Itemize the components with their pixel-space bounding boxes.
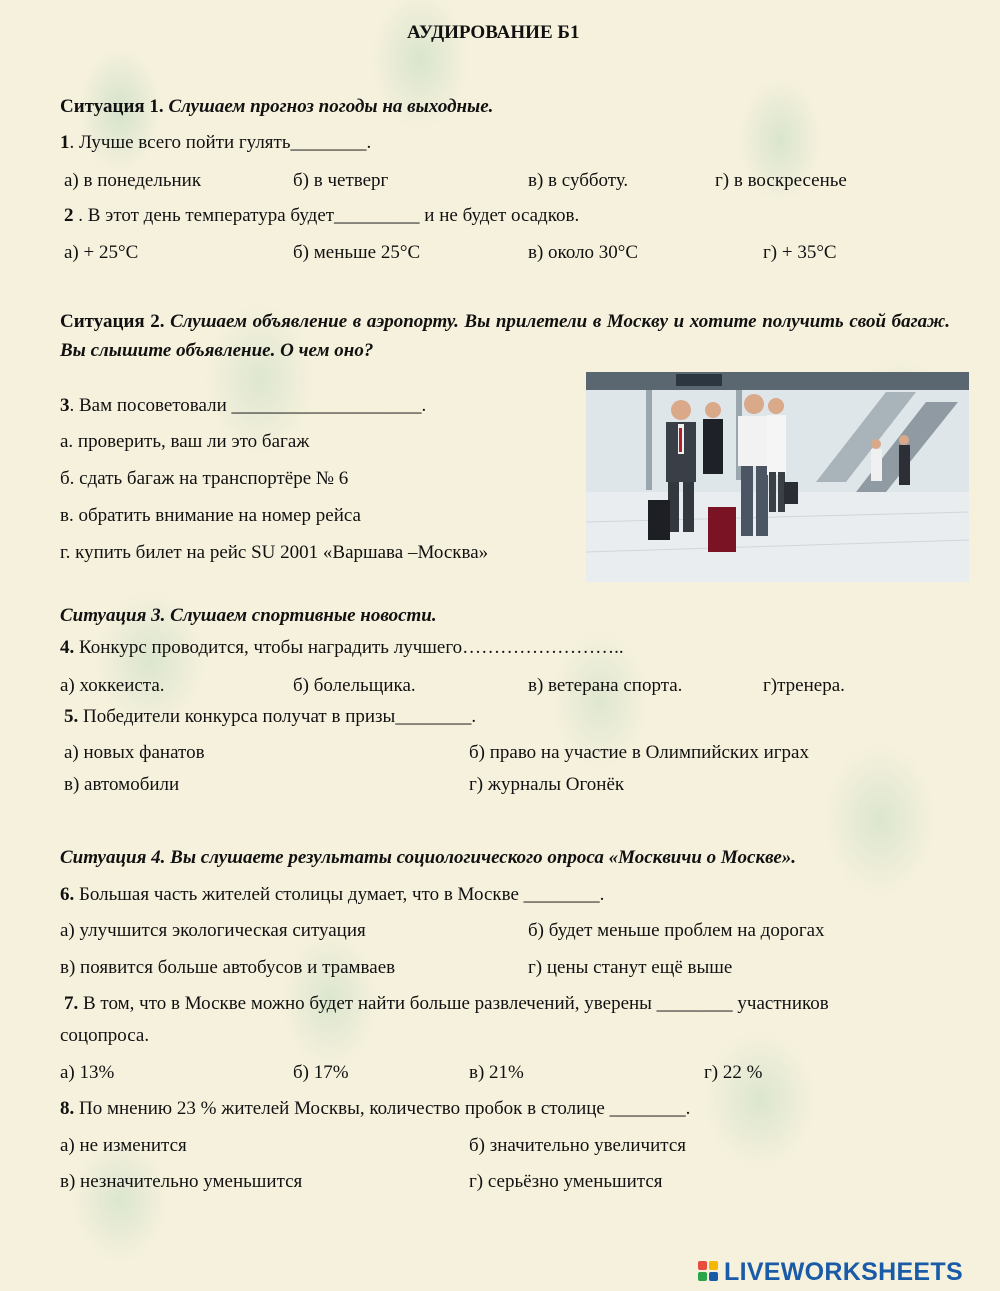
q8-option-a[interactable]: а) не изменится [60,1135,187,1156]
q7-option-c[interactable]: в) 21% [469,1062,524,1083]
q6-option-b[interactable]: б) будет меньше проблем на дорогах [528,920,825,941]
q5-option-b[interactable]: б) право на участие в Олимпийских играх [469,742,809,763]
question-3: 3. Вам посоветовали ____________________. [60,395,427,416]
q5-option-d[interactable]: г) журналы Огонёк [469,774,625,795]
q2-option-a[interactable]: а) + 25°С [64,242,139,263]
q5-option-a[interactable]: а) новых фанатов [64,742,205,763]
page-title: АУДИРОВАНИЕ Б1 [407,22,580,43]
airport-photo-illustration [586,372,969,582]
q8-option-b[interactable]: б) значительно увеличится [469,1135,686,1156]
q5-option-c[interactable]: в) автомобили [64,774,180,795]
q6-option-c[interactable]: в) появится больше автобусов и трамваев [60,957,396,978]
q7-option-b[interactable]: б) 17% [293,1062,349,1083]
q4-option-a[interactable]: а) хоккеиста. [60,675,165,696]
q1-option-b[interactable]: б) в четверг [293,170,389,191]
situation-4-heading: Ситуация 4. Вы слушаете результаты социологического опроса «Москвичи о Москве». [60,847,797,868]
q2-option-c[interactable]: в) около 30°С [528,242,639,263]
q8-option-d[interactable]: г) серьёзно уменьшится [469,1171,663,1192]
q1-option-c[interactable]: в) в субботу. [528,170,629,191]
situation-3-heading: Ситуация 3. Слушаем спортивные новости. [60,605,437,626]
q2-option-d[interactable]: г) + 35°С [763,242,837,263]
question-5: 5. Победители конкурса получат в призы________. [64,706,477,727]
question-6: 6. Большая часть жителей столицы думает, что в Москве ________. [60,884,605,905]
situation-2-heading: Ситуация 2. Слушаем объявление в аэропорту. Вы прилетели в Москву и хотите получить свой багаж. Вы слышите объявление. О чем оно? [60,311,950,361]
situation-1-heading: Ситуация 1. Слушаем прогноз погоды на выходные. [60,96,494,117]
q3-option-a[interactable]: а. проверить, ваш ли это багаж [60,431,310,452]
q3-option-b[interactable]: б. сдать багаж на транспортёре № 6 [60,468,349,489]
q4-option-b[interactable]: б) болельщика. [293,675,416,696]
question-7-continued: соцопроса. [60,1025,150,1046]
q3-option-c[interactable]: в. обратить внимание на номер рейса [60,505,361,526]
question-1: 1. Лучше всего пойти гулять________. [60,132,372,153]
question-7: 7. В том, что в Москве можно будет найти больше развлечений, уверены ________ участников [64,993,829,1014]
q1-option-a[interactable]: а) в понедельник [64,170,202,191]
liveworksheets-logo[interactable] [698,1255,994,1289]
question-2: 2 . В этот день температура будет_________ и не будет осадков. [64,205,580,226]
q6-option-a[interactable]: а) улучшится экологическая ситуация [60,920,366,941]
q7-option-d[interactable]: г) 22 % [704,1062,763,1083]
q4-option-d[interactable]: г)тренера. [763,675,845,696]
question-4: 4. Конкурс проводится, чтобы наградить лучшего…………………….. [60,637,624,658]
q3-option-d[interactable]: г. купить билет на рейс SU 2001 «Варшава –Москва» [60,542,489,563]
q4-option-c[interactable]: в) ветерана спорта. [528,675,683,696]
liveworksheets-logo-icon [698,1260,720,1284]
q8-option-c[interactable]: в) незначительно уменьшится [60,1171,303,1192]
q1-option-d[interactable]: г) в воскресенье [715,170,847,191]
q6-option-d[interactable]: г) цены станут ещё выше [528,957,733,978]
q7-option-a[interactable]: а) 13% [60,1062,115,1083]
liveworksheets-logo-text: LIVEWORKSHEETS [724,1257,963,1286]
q2-option-b[interactable]: б) меньше 25°С [293,242,421,263]
question-8: 8. По мнению 23 % жителей Москвы, количество пробок в столице ________. [60,1098,691,1119]
airport-photo [586,372,969,582]
